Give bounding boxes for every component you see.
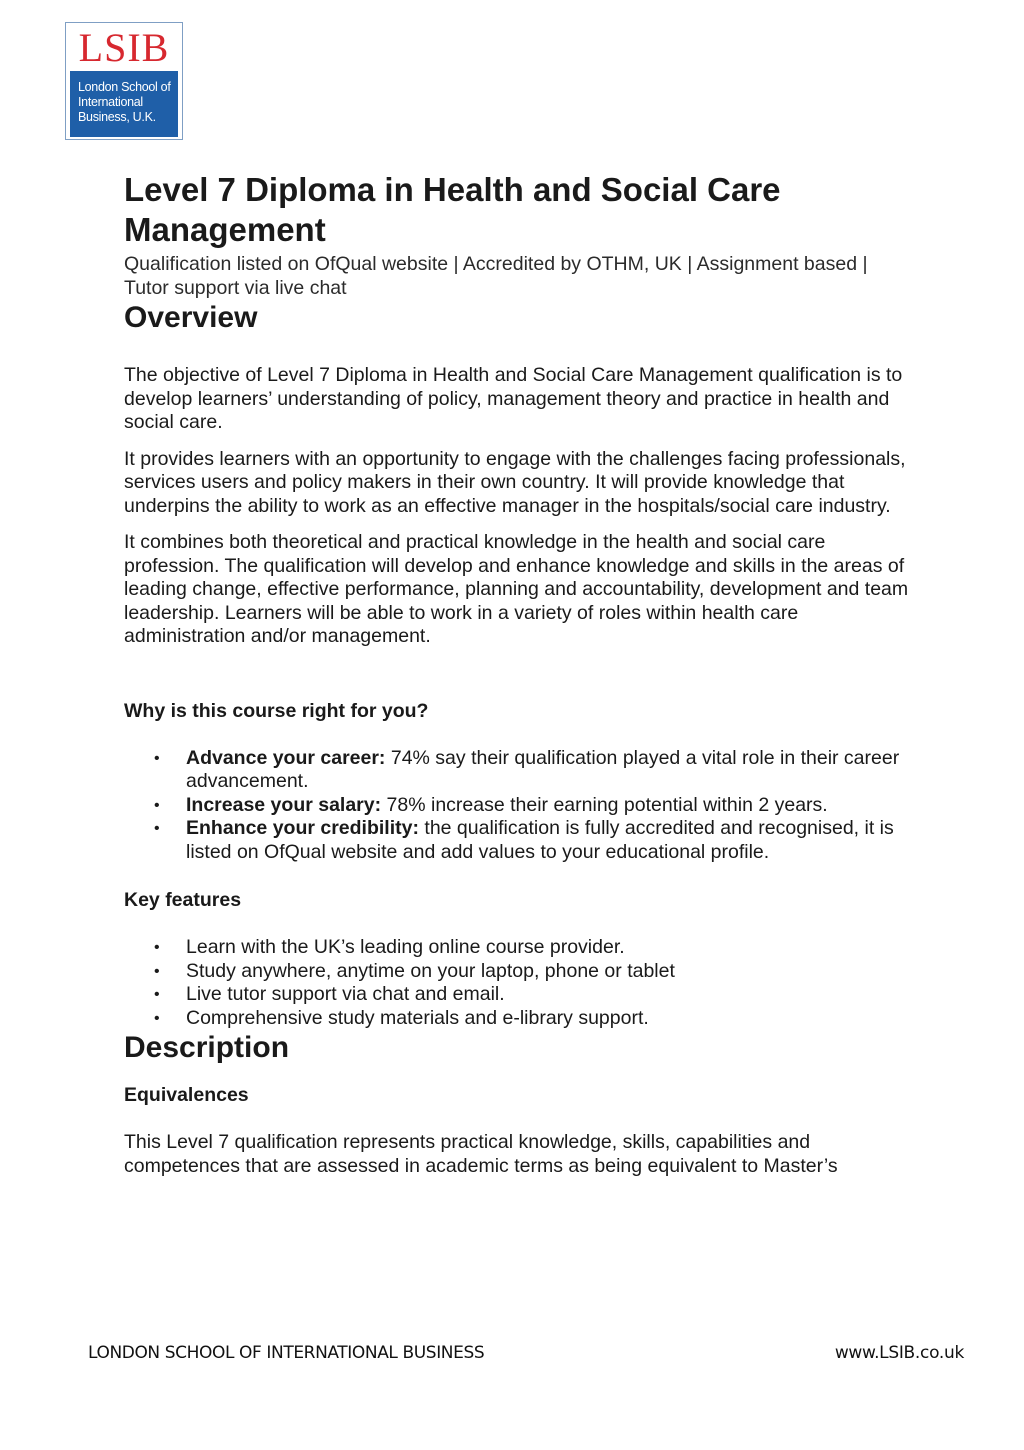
key-features-list [124, 936, 914, 1030]
list-item-bold: Enhance your credibility: [186, 817, 419, 839]
page-subtitle: Qualification listed on OfQual website | Accredited by OTHM, UK | Assignment based | Tutor support via live chat [124, 253, 868, 299]
list-item-text: 74% say their qualification played a vital role in their career advancement. [186, 746, 900, 792]
bullet-icon: • [154, 796, 160, 814]
logo-tagline: London School of International Business, U.K. [70, 71, 178, 137]
footer-website-link[interactable]: www.LSIB.co.uk [834, 1343, 964, 1363]
document-body [124, 170, 914, 1178]
bullet-icon: • [154, 962, 160, 980]
bullet-icon: • [154, 939, 160, 956]
bullet-icon: • [154, 1009, 160, 1027]
list-item-bold: Advance your career: [186, 746, 386, 769]
list-item-text: Live tutor support via chat and email. [186, 983, 505, 1005]
footer-organization: LONDON SCHOOL OF INTERNATIONAL BUSINESS [88, 1343, 485, 1363]
overview-paragraph-3: It combines both theoretical and practical knowledge in the health and social care profession. The qualification will develop and enhance knowledge and skills in the areas of leading change, effective performance, planning and accountability, development and team leadership. Learners will be able to work in a variety of roles within health care administration and/or management. [124, 531, 909, 647]
equivalences-heading: Equivalences [124, 1084, 249, 1106]
bullet-icon: • [154, 749, 160, 767]
list-item-text: Comprehensive study materials and e-library support. [186, 1006, 649, 1029]
list-item-bold: Increase your salary: [186, 793, 382, 816]
list-item-text: 78% increase their earning potential within 2 years. [381, 793, 828, 816]
list-item-text: Learn with the UK’s leading online course provider. [186, 936, 625, 958]
list-item [124, 817, 914, 864]
list-item [124, 747, 914, 794]
list-item-text: the qualification is fully accredited and recognised, it is listed on OfQual website and add values to your educational profile. [186, 817, 894, 863]
bullet-icon: • [154, 986, 160, 1003]
bullet-icon: • [154, 820, 160, 837]
overview-paragraph-2: It provides learners with an opportunity to engage with the challenges facing professionals, services users and policy makers in their own country. It will provide knowledge that underpins the ability to work as an effective manager in the hospitals/social care industry. [124, 447, 906, 517]
key-features-heading: Key features [124, 889, 242, 911]
page-title: Level 7 Diploma in Health and Social Care Management [124, 171, 781, 248]
list-item [124, 960, 914, 984]
logo-wordmark: LSIB [78, 25, 170, 70]
overview-paragraph-1: The objective of Level 7 Diploma in Health and Social Care Management qualification is to develop learners’ understanding of policy, management theory and practice in health and social care. [124, 364, 903, 433]
equivalences-paragraph: This Level 7 qualification represents practical knowledge, skills, capabilities and competences that are assessed in academic terms as being equivalent to Master’s [124, 1131, 838, 1177]
list-item [124, 794, 914, 818]
overview-heading: Overview [124, 301, 258, 334]
list-item-text: Study anywhere, anytime on your laptop, phone or tablet [186, 959, 675, 982]
list-item [124, 936, 914, 960]
why-list [124, 747, 914, 865]
lsib-logo [65, 22, 183, 140]
description-heading: Description [124, 1031, 290, 1064]
list-item [124, 983, 914, 1007]
list-item [124, 1007, 914, 1031]
why-heading: Why is this course right for you? [124, 699, 429, 722]
